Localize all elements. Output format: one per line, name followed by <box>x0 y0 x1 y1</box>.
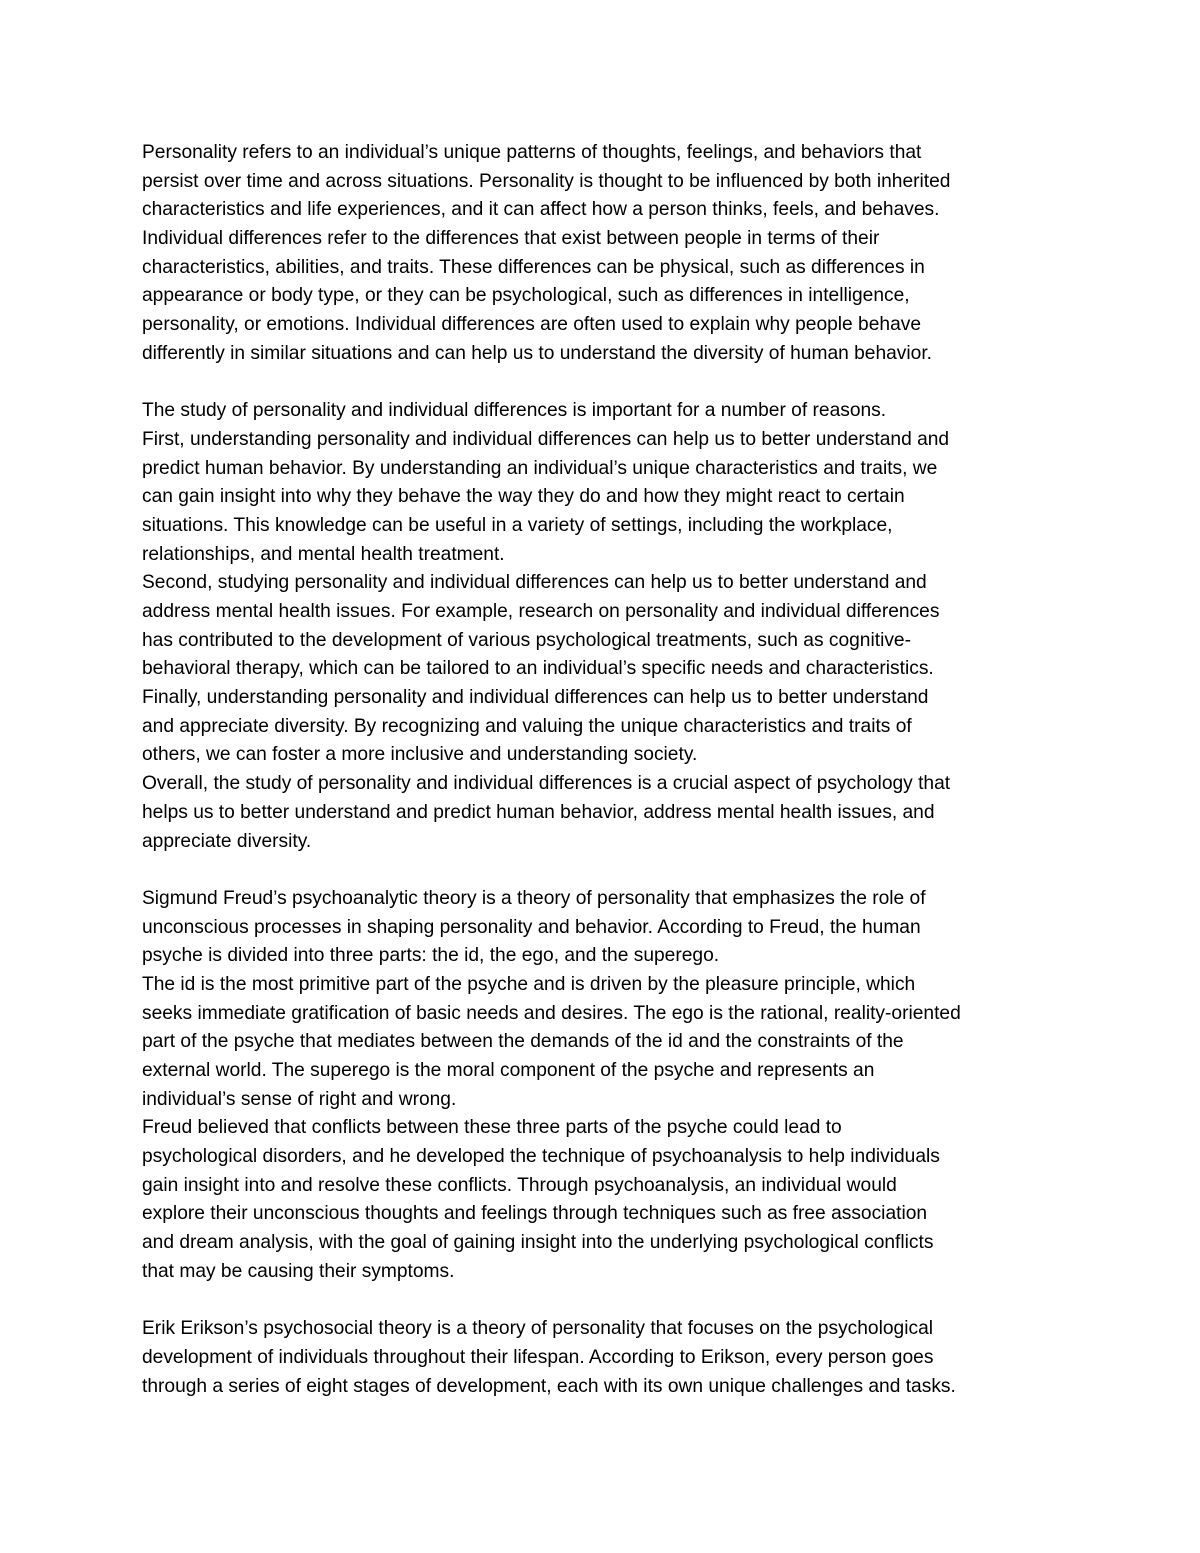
text-line: has contributed to the development of various psychological treatments, such as cognitive- <box>142 629 911 651</box>
text-line: Individual differences refer to the differences that exist between people in terms of their <box>142 228 880 250</box>
text-line: Erik Erikson’s psychosocial theory is a theory of personality that focuses on the psychological <box>142 1318 933 1340</box>
text-line: others, we can foster a more inclusive and understanding society. <box>142 744 698 766</box>
paragraph-gap <box>142 369 1082 398</box>
text-line: The id is the most primitive part of the psyche and is driven by the pleasure principle, which <box>142 973 916 995</box>
text-line: behavioral therapy, which can be tailored to an individual’s specific needs and characteristics. <box>142 658 934 680</box>
text-line: appearance or body type, or they can be psychological, such as differences in intelligence, <box>142 285 910 307</box>
text-line: First, understanding personality and individual differences can help us to better understand and <box>142 428 950 450</box>
text-line: personality, or emotions. Individual differences are often used to explain why people behave <box>142 314 922 336</box>
text-line: Finally, understanding personality and individual differences can help us to better understand <box>142 687 929 709</box>
text-line: gain insight into and resolve these conflicts. Through psychoanalysis, an individual would <box>142 1174 897 1196</box>
text-line: explore their unconscious thoughts and feelings through techniques such as free association <box>142 1203 928 1225</box>
text-line: persist over time and across situations. Personality is thought to be influenced by both inherited <box>142 170 951 192</box>
text-line: through a series of eight stages of development, each with its own unique challenges and tasks. <box>142 1375 956 1397</box>
paragraph-gap <box>142 1287 1082 1316</box>
text-line: Second, studying personality and individual differences can help us to better understand and <box>142 572 927 594</box>
text-line: helps us to better understand and predict human behavior, address mental health issues, and <box>142 801 935 823</box>
text-line: external world. The superego is the moral component of the psyche and represents an <box>142 1060 875 1081</box>
text-line: unconscious processes in shaping personality and behavior. According to Freud, the human <box>142 916 921 938</box>
text-line: appreciate diversity. <box>142 830 312 852</box>
text-line: differently in similar situations and can help us to understand the diversity of human behavior. <box>142 342 932 364</box>
text-line: Freud believed that conflicts between these three parts of the psyche could lead to <box>142 1117 842 1139</box>
text-line: psyche is divided into three parts: the id, the ego, and the superego. <box>142 945 720 967</box>
text-line: can gain insight into why they behave the way they do and how they might react to certain <box>142 486 905 508</box>
text-line: situations. This knowledge can be useful in a variety of settings, including the workplace, <box>142 514 893 536</box>
text-line: seeks immediate gratification of basic needs and desires. The ego is the rational, reality-oriented <box>142 1002 961 1024</box>
text-line: and appreciate diversity. By recognizing and valuing the unique characteristics and traits of <box>142 715 912 737</box>
text-line: Sigmund Freud’s psychoanalytic theory is a theory of personality that emphasizes the role of <box>142 887 926 909</box>
text-line: Personality refers to an individual’s unique patterns of thoughts, feelings, and behaviors that <box>142 142 922 163</box>
text-line: psychological disorders, and he developed the technique of psychoanalysis to help individuals <box>142 1146 940 1168</box>
text-line: The study of personality and individual differences is important for a number of reasons. <box>142 400 887 422</box>
text-line: address mental health issues. For example, research on personality and individual differences <box>142 601 940 622</box>
text-line: relationships, and mental health treatment. <box>142 543 505 565</box>
text-line: characteristics and life experiences, and it can affect how a person thinks, feels, and behaves. <box>142 199 940 221</box>
text-line: and dream analysis, with the goal of gaining insight into the underlying psychological conflicts <box>142 1232 934 1254</box>
document-body <box>142 139 1082 1401</box>
paragraph-gap <box>142 856 1082 885</box>
text-line: characteristics, abilities, and traits. These differences can be physical, such as differences in <box>142 256 925 278</box>
text-line: Overall, the study of personality and individual differences is a crucial aspect of psychology that <box>142 773 951 795</box>
text-line: development of individuals throughout their lifespan. According to Erikson, every person goes <box>142 1346 934 1368</box>
text-line: part of the psyche that mediates between the demands of the id and the constraints of the <box>142 1031 904 1053</box>
text-line: individual’s sense of right and wrong. <box>142 1088 457 1110</box>
text-line: predict human behavior. By understanding an individual’s unique characteristics and traits, we <box>142 457 938 479</box>
text-line: that may be causing their symptoms. <box>142 1260 455 1282</box>
